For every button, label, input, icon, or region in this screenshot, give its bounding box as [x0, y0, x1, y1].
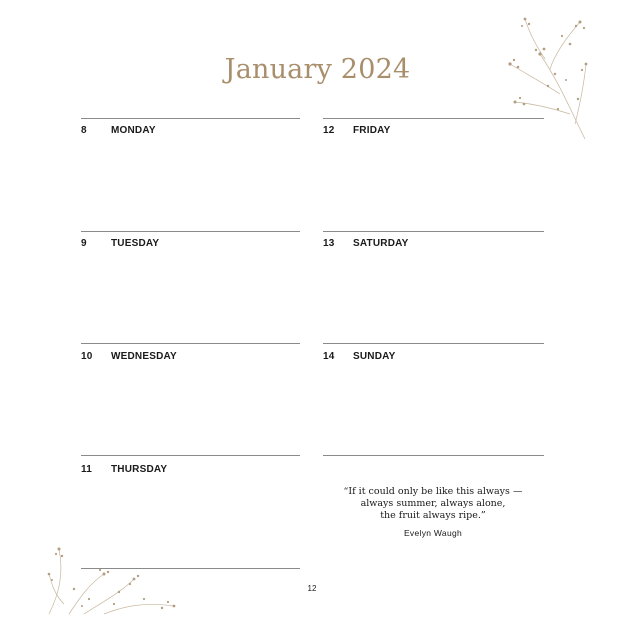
day-divider	[81, 231, 300, 232]
day-name: TUESDAY	[111, 238, 160, 249]
day-divider	[323, 455, 544, 456]
day-divider	[323, 118, 544, 119]
day-divider	[81, 568, 300, 569]
day-number: 10	[81, 351, 93, 362]
quote-author: Evelyn Waugh	[403, 528, 463, 538]
quote-text	[322, 486, 544, 522]
page-title: January 2024	[224, 54, 411, 85]
day-name: SATURDAY	[353, 238, 409, 249]
day-divider	[323, 231, 544, 232]
day-number: 11	[81, 464, 92, 475]
day-divider	[81, 118, 300, 119]
day-divider	[81, 343, 300, 344]
day-name: SUNDAY	[353, 351, 396, 362]
page-number: 12	[307, 584, 317, 593]
day-number: 12	[323, 125, 335, 136]
day-number: 14	[323, 351, 335, 362]
day-name: THURSDAY	[111, 464, 168, 475]
quote-line: always summer, always alone,	[360, 498, 506, 509]
day-name: WEDNESDAY	[111, 351, 177, 362]
day-number: 9	[81, 238, 87, 249]
day-divider	[323, 343, 544, 344]
quote-line: the fruit always ripe.”	[380, 510, 486, 521]
day-name: MONDAY	[111, 125, 156, 136]
day-number: 13	[323, 238, 335, 249]
day-name: FRIDAY	[353, 125, 391, 136]
quote-line: “If it could only be like this always —	[343, 486, 523, 497]
dried-flower-sprig-icon	[44, 544, 184, 616]
day-divider	[81, 455, 300, 456]
day-number: 8	[81, 125, 87, 136]
